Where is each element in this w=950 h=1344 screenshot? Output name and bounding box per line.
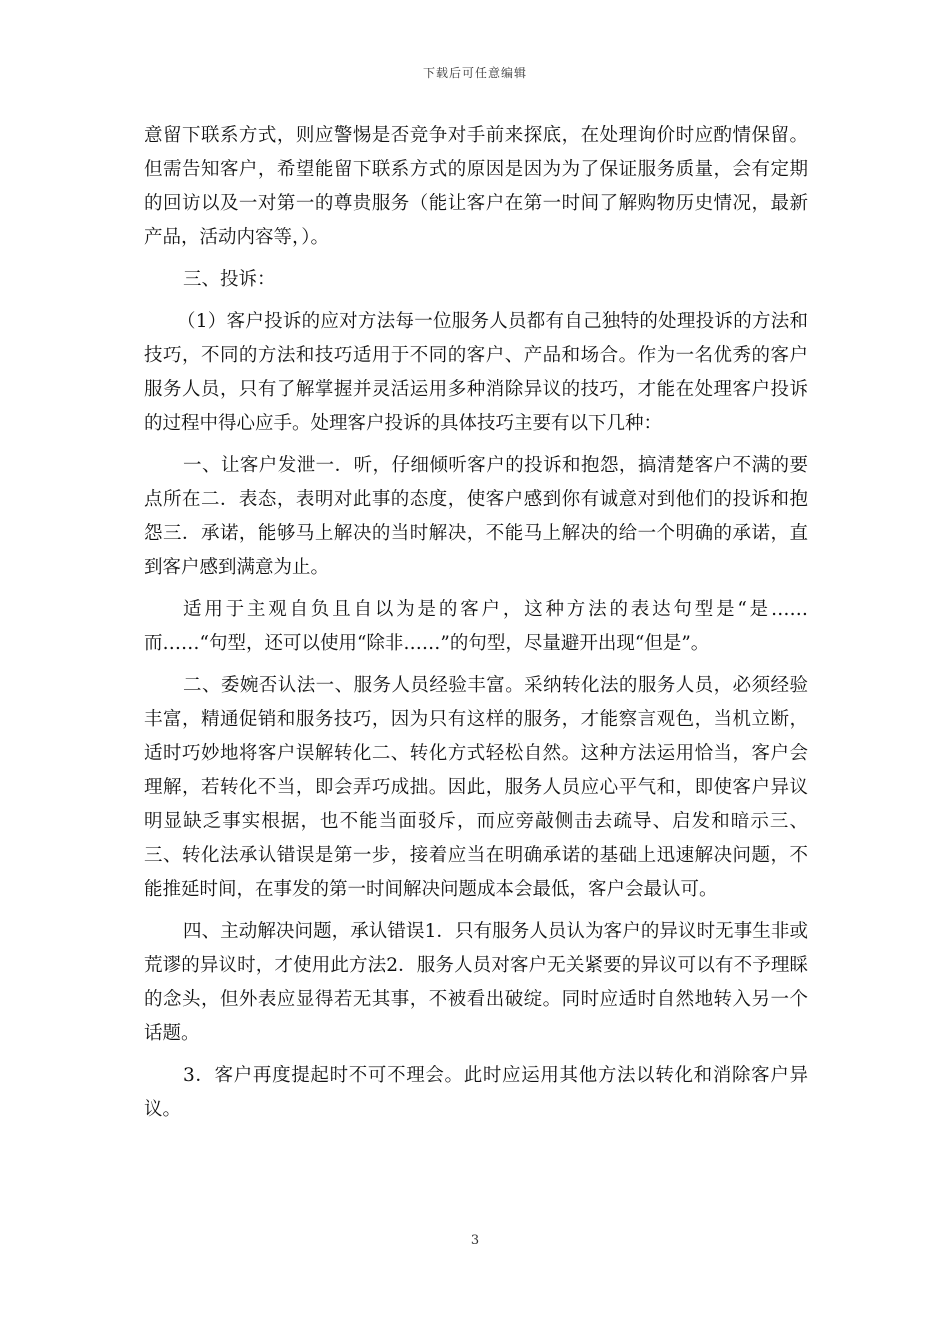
paragraph-proactive-resolution: 四、主动解决问题，承认错误1．只有服务人员认为客户的异议时无事生非或荒谬的异议时，才使用此方法2．服务人员对客户无关紧要的异议可以有不予理睬的念头，但外表应显得若无其事，不被看出破绽。同时应适时自然地转入另一个话题。 [144, 921, 808, 1044]
page-header: 下载后可任意编辑 [422, 66, 527, 80]
paragraph-contact-info: 意留下联系方式，则应警惕是否竞争对手前来探底，在处理询价时应酌情保留。但需告知客户，希望能留下联系方式的原因是因为为了保证服务质量，会有定期的回访以及一对第一的尊贵服务（能让客户在第一时间了解购物历史情况，最新产品，活动内容等，）。 [144, 125, 808, 248]
paragraph-repeat-objection: 3．客户再度提起时不可不理会。此时应运用其他方法以转化和消除客户异议。 [144, 1065, 808, 1120]
document-body [144, 119, 808, 1127]
paragraph-sentence-pattern: 适用于主观自负且自以为是的客户，这种方法的表达句型是“是……而……“句型，还可以使用“除非……”的句型，尽量避开出现“但是”。 [144, 599, 808, 654]
paragraph-complaint-methods: （1）客户投诉的应对方法每一位服务人员都有自己独特的处理投诉的方法和技巧，不同的方法和技巧适用于不同的客户、产品和场合。作为一名优秀的客户服务人员，只有了解掌握并灵活运用多种消除异议的技巧，才能在处理客户投诉的过程中得心应手。处理客户投诉的具体技巧主要有以下几种： [144, 311, 808, 434]
page-number: 3 [470, 1233, 480, 1248]
paragraph-let-customer-vent: 一、让客户发泄一．听，仔细倾听客户的投诉和抱怨，搞清楚客户不满的要点所在二．表态，表明对此事的态度，使客户感到你有诚意对到他们的投诉和抱怨三．承诺，能够马上解决的当时解决，不能马上解决的给一个明确的承诺，直到客户感到满意为止。 [144, 455, 808, 578]
section-heading-complaints: 三、投诉： [183, 269, 276, 290]
paragraph-tactful-denial: 二、委婉否认法一、服务人员经验丰富。采纳转化法的服务人员，必须经验丰富，精通促销和服务技巧，因为只有这样的服务，才能察言观色，当机立断，适时巧妙地将客户误解转化二、转化方式轻松自然。这种方法运用恰当，客户会理解，若转化不当，即会弄巧成拙。因此，服务人员应心平气和，即使客户异议明显缺乏事实根据，也不能当面驳斥，而应旁敲侧击去疏导、启发和暗示三、三、转化法承认错误是第一步，接着应当在明确承诺的基础上迅速解决问题，不能推延时间，在事发的第一时间解决问题成本会最低，客户会最认可。 [144, 675, 808, 900]
